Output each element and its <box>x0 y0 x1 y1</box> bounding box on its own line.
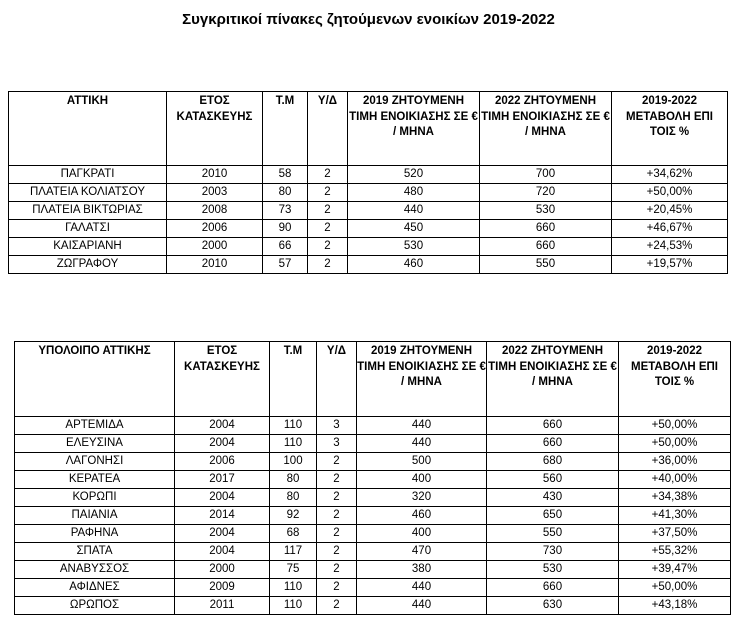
rent-2019-cell: 440 <box>348 202 480 220</box>
year-built-cell: 2000 <box>167 238 263 256</box>
rent-2019-cell: 500 <box>357 453 487 471</box>
rent-2019-cell: 460 <box>357 507 487 525</box>
sqm-cell: 80 <box>270 471 317 489</box>
year-built-cell: 2014 <box>175 507 270 525</box>
table-row <box>15 417 731 435</box>
area-cell: ΕΛΕΥΣΙΝΑ <box>15 435 175 453</box>
rent-2019-cell: 440 <box>357 417 487 435</box>
change-percent-cell: +39,47% <box>619 561 731 579</box>
change-percent-cell: +19,57% <box>612 256 728 274</box>
area-cell: ΩΡΩΠΟΣ <box>15 597 175 615</box>
rent-2019-cell: 470 <box>357 543 487 561</box>
table-row <box>15 525 731 543</box>
area-cell: ΖΩΓΡΑΦΟΥ <box>9 256 167 274</box>
area-cell: ΚΕΡΑΤΕΑ <box>15 471 175 489</box>
rent-2022-cell: 660 <box>487 417 619 435</box>
bedrooms-cell: 2 <box>317 597 357 615</box>
change-percent-cell: +55,32% <box>619 543 731 561</box>
bedrooms-cell: 2 <box>317 453 357 471</box>
sqm-cell: 90 <box>263 220 308 238</box>
rent-2019-cell: 440 <box>357 597 487 615</box>
table-row <box>9 202 728 220</box>
bedrooms-cell: 2 <box>308 220 348 238</box>
rent-2019-cell: 400 <box>357 471 487 489</box>
sqm-cell: 80 <box>270 489 317 507</box>
table-row <box>15 561 731 579</box>
sqm-cell: 92 <box>270 507 317 525</box>
rest-of-attica-rent-table <box>14 341 731 615</box>
header-bedrooms: Υ/Δ <box>317 342 357 417</box>
rent-2019-cell: 440 <box>357 435 487 453</box>
area-cell: ΑΡΤΕΜΙΔΑ <box>15 417 175 435</box>
sqm-cell: 117 <box>270 543 317 561</box>
rent-2022-cell: 660 <box>480 238 612 256</box>
bedrooms-cell: 2 <box>317 543 357 561</box>
sqm-cell: 58 <box>263 166 308 184</box>
header-area: ΥΠΟΛΟΙΠΟ ΑΤΤΙΚΗΣ <box>15 342 175 417</box>
rent-2019-cell: 400 <box>357 525 487 543</box>
sqm-cell: 100 <box>270 453 317 471</box>
year-built-cell: 2008 <box>167 202 263 220</box>
rent-2022-cell: 550 <box>487 525 619 543</box>
attica-rent-table <box>8 91 728 274</box>
table-row <box>9 256 728 274</box>
change-percent-cell: +50,00% <box>619 579 731 597</box>
year-built-cell: 2004 <box>175 435 270 453</box>
bedrooms-cell: 2 <box>317 579 357 597</box>
change-percent-cell: +34,38% <box>619 489 731 507</box>
header-change-percent: 2019-2022 ΜΕΤΑΒΟΛΗ ΕΠΙ ΤΟΙΣ % <box>612 92 728 166</box>
sqm-cell: 110 <box>270 417 317 435</box>
header-change-percent: 2019-2022 ΜΕΤΑΒΟΛΗ ΕΠΙ ΤΟΙΣ % <box>619 342 731 417</box>
sqm-cell: 73 <box>263 202 308 220</box>
change-percent-cell: +24,53% <box>612 238 728 256</box>
header-year-built: ΕΤΟΣ ΚΑΤΑΣΚΕΥΗΣ <box>175 342 270 417</box>
rent-2022-cell: 730 <box>487 543 619 561</box>
rent-2019-cell: 440 <box>357 579 487 597</box>
change-percent-cell: +34,62% <box>612 166 728 184</box>
header-row <box>9 92 728 166</box>
area-cell: ΛΑΓΟΝΗΣΙ <box>15 453 175 471</box>
area-cell: ΑΦΙΔΝΕΣ <box>15 579 175 597</box>
bedrooms-cell: 2 <box>317 525 357 543</box>
change-percent-cell: +20,45% <box>612 202 728 220</box>
bedrooms-cell: 3 <box>317 435 357 453</box>
rent-2022-cell: 430 <box>487 489 619 507</box>
bedrooms-cell: 2 <box>317 507 357 525</box>
bedrooms-cell: 2 <box>308 166 348 184</box>
bedrooms-cell: 2 <box>308 238 348 256</box>
sqm-cell: 57 <box>263 256 308 274</box>
sqm-cell: 110 <box>270 579 317 597</box>
year-built-cell: 2010 <box>167 166 263 184</box>
header-year-built: ΕΤΟΣ ΚΑΤΑΣΚΕΥΗΣ <box>167 92 263 166</box>
year-built-cell: 2009 <box>175 579 270 597</box>
rent-2019-cell: 520 <box>348 166 480 184</box>
rent-2022-cell: 660 <box>487 579 619 597</box>
change-percent-cell: +43,18% <box>619 597 731 615</box>
table-row <box>15 489 731 507</box>
change-percent-cell: +40,00% <box>619 471 731 489</box>
bedrooms-cell: 3 <box>317 417 357 435</box>
change-percent-cell: +50,00% <box>612 184 728 202</box>
table-row <box>15 597 731 615</box>
change-percent-cell: +37,50% <box>619 525 731 543</box>
year-built-cell: 2004 <box>175 417 270 435</box>
rent-2019-cell: 460 <box>348 256 480 274</box>
bedrooms-cell: 2 <box>317 489 357 507</box>
bedrooms-cell: 2 <box>308 256 348 274</box>
sqm-cell: 80 <box>263 184 308 202</box>
table-row <box>9 166 728 184</box>
area-cell: ΠΛΑΤΕΙΑ ΒΙΚΤΩΡΙΑΣ <box>9 202 167 220</box>
year-built-cell: 2004 <box>175 525 270 543</box>
header-area: ΑΤΤΙΚΗ <box>9 92 167 166</box>
header-rent-2022: 2022 ΖΗΤΟΥΜΕΝΗ ΤΙΜΗ ΕΝΟΙΚΙΑΣΗΣ ΣΕ € / ΜΗΝΑ <box>487 342 619 417</box>
year-built-cell: 2017 <box>175 471 270 489</box>
area-cell: ΠΑΓΚΡΑΤΙ <box>9 166 167 184</box>
change-percent-cell: +46,67% <box>612 220 728 238</box>
page-title: Συγκριτικοί πίνακες ζητούμενων ενοικίων 2019-2022 <box>182 11 555 28</box>
table-row <box>15 579 731 597</box>
area-cell: ΓΑΛΑΤΣΙ <box>9 220 167 238</box>
year-built-cell: 2010 <box>167 256 263 274</box>
year-built-cell: 2004 <box>175 489 270 507</box>
table-row <box>9 238 728 256</box>
table-row <box>15 471 731 489</box>
table-row <box>15 507 731 525</box>
year-built-cell: 2003 <box>167 184 263 202</box>
rent-2019-cell: 450 <box>348 220 480 238</box>
area-cell: ΚΟΡΩΠΙ <box>15 489 175 507</box>
rent-2019-cell: 320 <box>357 489 487 507</box>
bedrooms-cell: 2 <box>308 184 348 202</box>
year-built-cell: 2011 <box>175 597 270 615</box>
area-cell: ΡΑΦΗΝΑ <box>15 525 175 543</box>
header-sqm: Τ.Μ <box>270 342 317 417</box>
bedrooms-cell: 2 <box>317 471 357 489</box>
table-row <box>15 453 731 471</box>
rent-2019-cell: 480 <box>348 184 480 202</box>
rent-2022-cell: 720 <box>480 184 612 202</box>
rent-2022-cell: 680 <box>487 453 619 471</box>
header-sqm: Τ.Μ <box>263 92 308 166</box>
rent-2019-cell: 380 <box>357 561 487 579</box>
year-built-cell: 2004 <box>175 543 270 561</box>
rent-2022-cell: 560 <box>487 471 619 489</box>
header-bedrooms: Υ/Δ <box>308 92 348 166</box>
sqm-cell: 66 <box>263 238 308 256</box>
header-rent-2022: 2022 ΖΗΤΟΥΜΕΝΗ ΤΙΜΗ ΕΝΟΙΚΙΑΣΗΣ ΣΕ € / ΜΗΝΑ <box>480 92 612 166</box>
area-cell: ΠΑΙΑΝΙΑ <box>15 507 175 525</box>
table-row <box>15 435 731 453</box>
area-cell: ΣΠΑΤΑ <box>15 543 175 561</box>
bedrooms-cell: 2 <box>308 202 348 220</box>
table-row <box>9 220 728 238</box>
bedrooms-cell: 2 <box>317 561 357 579</box>
change-percent-cell: +50,00% <box>619 435 731 453</box>
header-rent-2019: 2019 ΖΗΤΟΥΜΕΝΗ ΤΙΜΗ ΕΝΟΙΚΙΑΣΗΣ ΣΕ € / ΜΗΝΑ <box>348 92 480 166</box>
header-rent-2019: 2019 ΖΗΤΟΥΜΕΝΗ ΤΙΜΗ ΕΝΟΙΚΙΑΣΗΣ ΣΕ € / ΜΗΝΑ <box>357 342 487 417</box>
area-cell: ΠΛΑΤΕΙΑ ΚΟΛΙΑΤΣΟΥ <box>9 184 167 202</box>
change-percent-cell: +50,00% <box>619 417 731 435</box>
rent-2022-cell: 530 <box>487 561 619 579</box>
year-built-cell: 2000 <box>175 561 270 579</box>
sqm-cell: 110 <box>270 435 317 453</box>
sqm-cell: 110 <box>270 597 317 615</box>
area-cell: ΚΑΙΣΑΡΙΑΝΗ <box>9 238 167 256</box>
rent-2022-cell: 650 <box>487 507 619 525</box>
sqm-cell: 75 <box>270 561 317 579</box>
sqm-cell: 68 <box>270 525 317 543</box>
header-row <box>15 342 731 417</box>
change-percent-cell: +41,30% <box>619 507 731 525</box>
rent-2019-cell: 530 <box>348 238 480 256</box>
rent-2022-cell: 660 <box>487 435 619 453</box>
change-percent-cell: +36,00% <box>619 453 731 471</box>
rent-2022-cell: 530 <box>480 202 612 220</box>
area-cell: ΑΝΑΒΥΣΣΟΣ <box>15 561 175 579</box>
year-built-cell: 2006 <box>167 220 263 238</box>
table-row <box>15 543 731 561</box>
rent-2022-cell: 660 <box>480 220 612 238</box>
rent-2022-cell: 630 <box>487 597 619 615</box>
table-row <box>9 184 728 202</box>
rent-2022-cell: 700 <box>480 166 612 184</box>
rent-2022-cell: 550 <box>480 256 612 274</box>
year-built-cell: 2006 <box>175 453 270 471</box>
